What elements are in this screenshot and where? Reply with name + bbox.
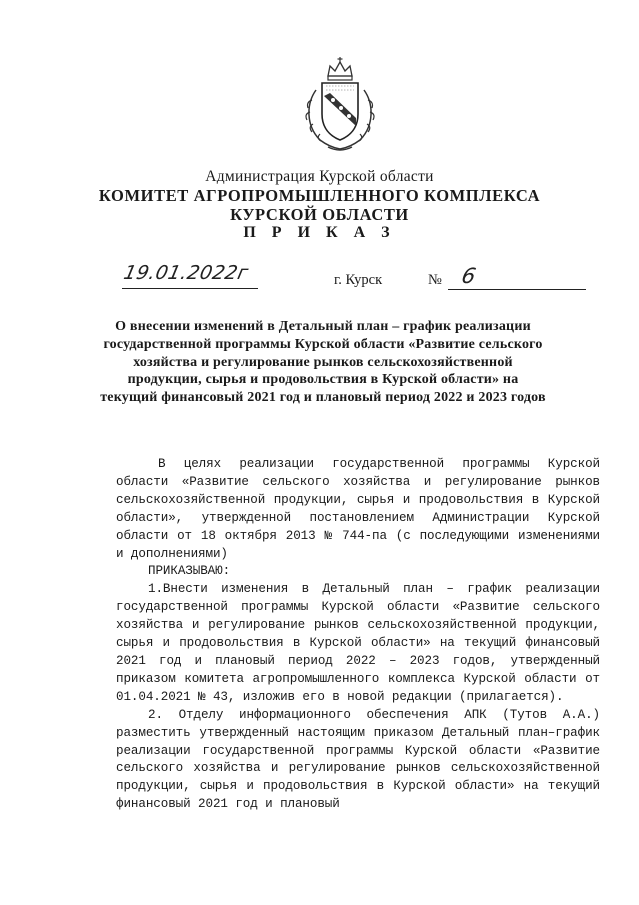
order-title: О внесении изменений в Детальный план – график реализации государственной программы Курской области «Развитие сельского хозяйства и регулирование рынков сельскохозяйственной продукции, сырья и продовольствия в Курской области» на текущий финансовый 2021 год и плановый период 2022 и 2023 годов bbox=[100, 319, 546, 406]
date-underline bbox=[122, 286, 258, 289]
committee-line-1: КОМИТЕТ АГРОПРОМЫШЛЕННОГО КОМПЛЕКСА bbox=[98, 186, 541, 205]
preamble-paragraph: В целях реализации государственной программы Курской области «Развитие сельского хозяйства и регулирование рынков сельскохозяйственной продукции, сырья и продовольствия в Курской области», утвержденной постановлением Администрации Курской области от 18 октября 2013 № 744-па (с последующими изменениями и дополнениями) bbox=[116, 457, 600, 561]
order-number: 6 bbox=[459, 264, 478, 288]
administration-name: Администрация Курской области bbox=[205, 168, 434, 185]
order-body bbox=[116, 456, 600, 814]
kursk-coat-of-arms-icon bbox=[300, 56, 380, 154]
committee-line-2: КУРСКОЙ ОБЛАСТИ bbox=[230, 205, 409, 224]
number-underline bbox=[448, 289, 586, 290]
committee-name bbox=[0, 186, 639, 224]
city-label: г. Курск bbox=[334, 272, 383, 288]
number-sign: № bbox=[428, 272, 442, 288]
item-2-paragraph: 2. Отделу информационного обеспечения АПК (Тутов А.А.) разместить утвержденный настоящим приказом Детальный план–график реализации государственной программы Курской области «Развитие сельского хозяйства и регулирование рынков сельскохозяйственной продукции, сырья и продовольствия в Курской области» на текущий финансовый 2021 год и плановый bbox=[116, 707, 600, 812]
order-date: 19.01.2022г bbox=[121, 262, 251, 284]
item-1-paragraph: 1.Внести изменения в Детальный план – график реализации государственной программы Курской области «Развитие сельского хозяйства и регулирование рынков сельскохозяйственной продукции, сырья и продовольствия в Курской области» на текущий финансовый 2021 год и плановый период 2022 – 2023 годов, утвержденный приказом комитета агропромышленного комплекса Курской области от 01.04.2021 № 43, изложив его в новой редакции (прилагается). bbox=[116, 582, 600, 704]
order-verb: ПРИКАЗЫВАЮ: bbox=[148, 564, 231, 579]
order-heading: П Р И К А З bbox=[243, 224, 396, 241]
